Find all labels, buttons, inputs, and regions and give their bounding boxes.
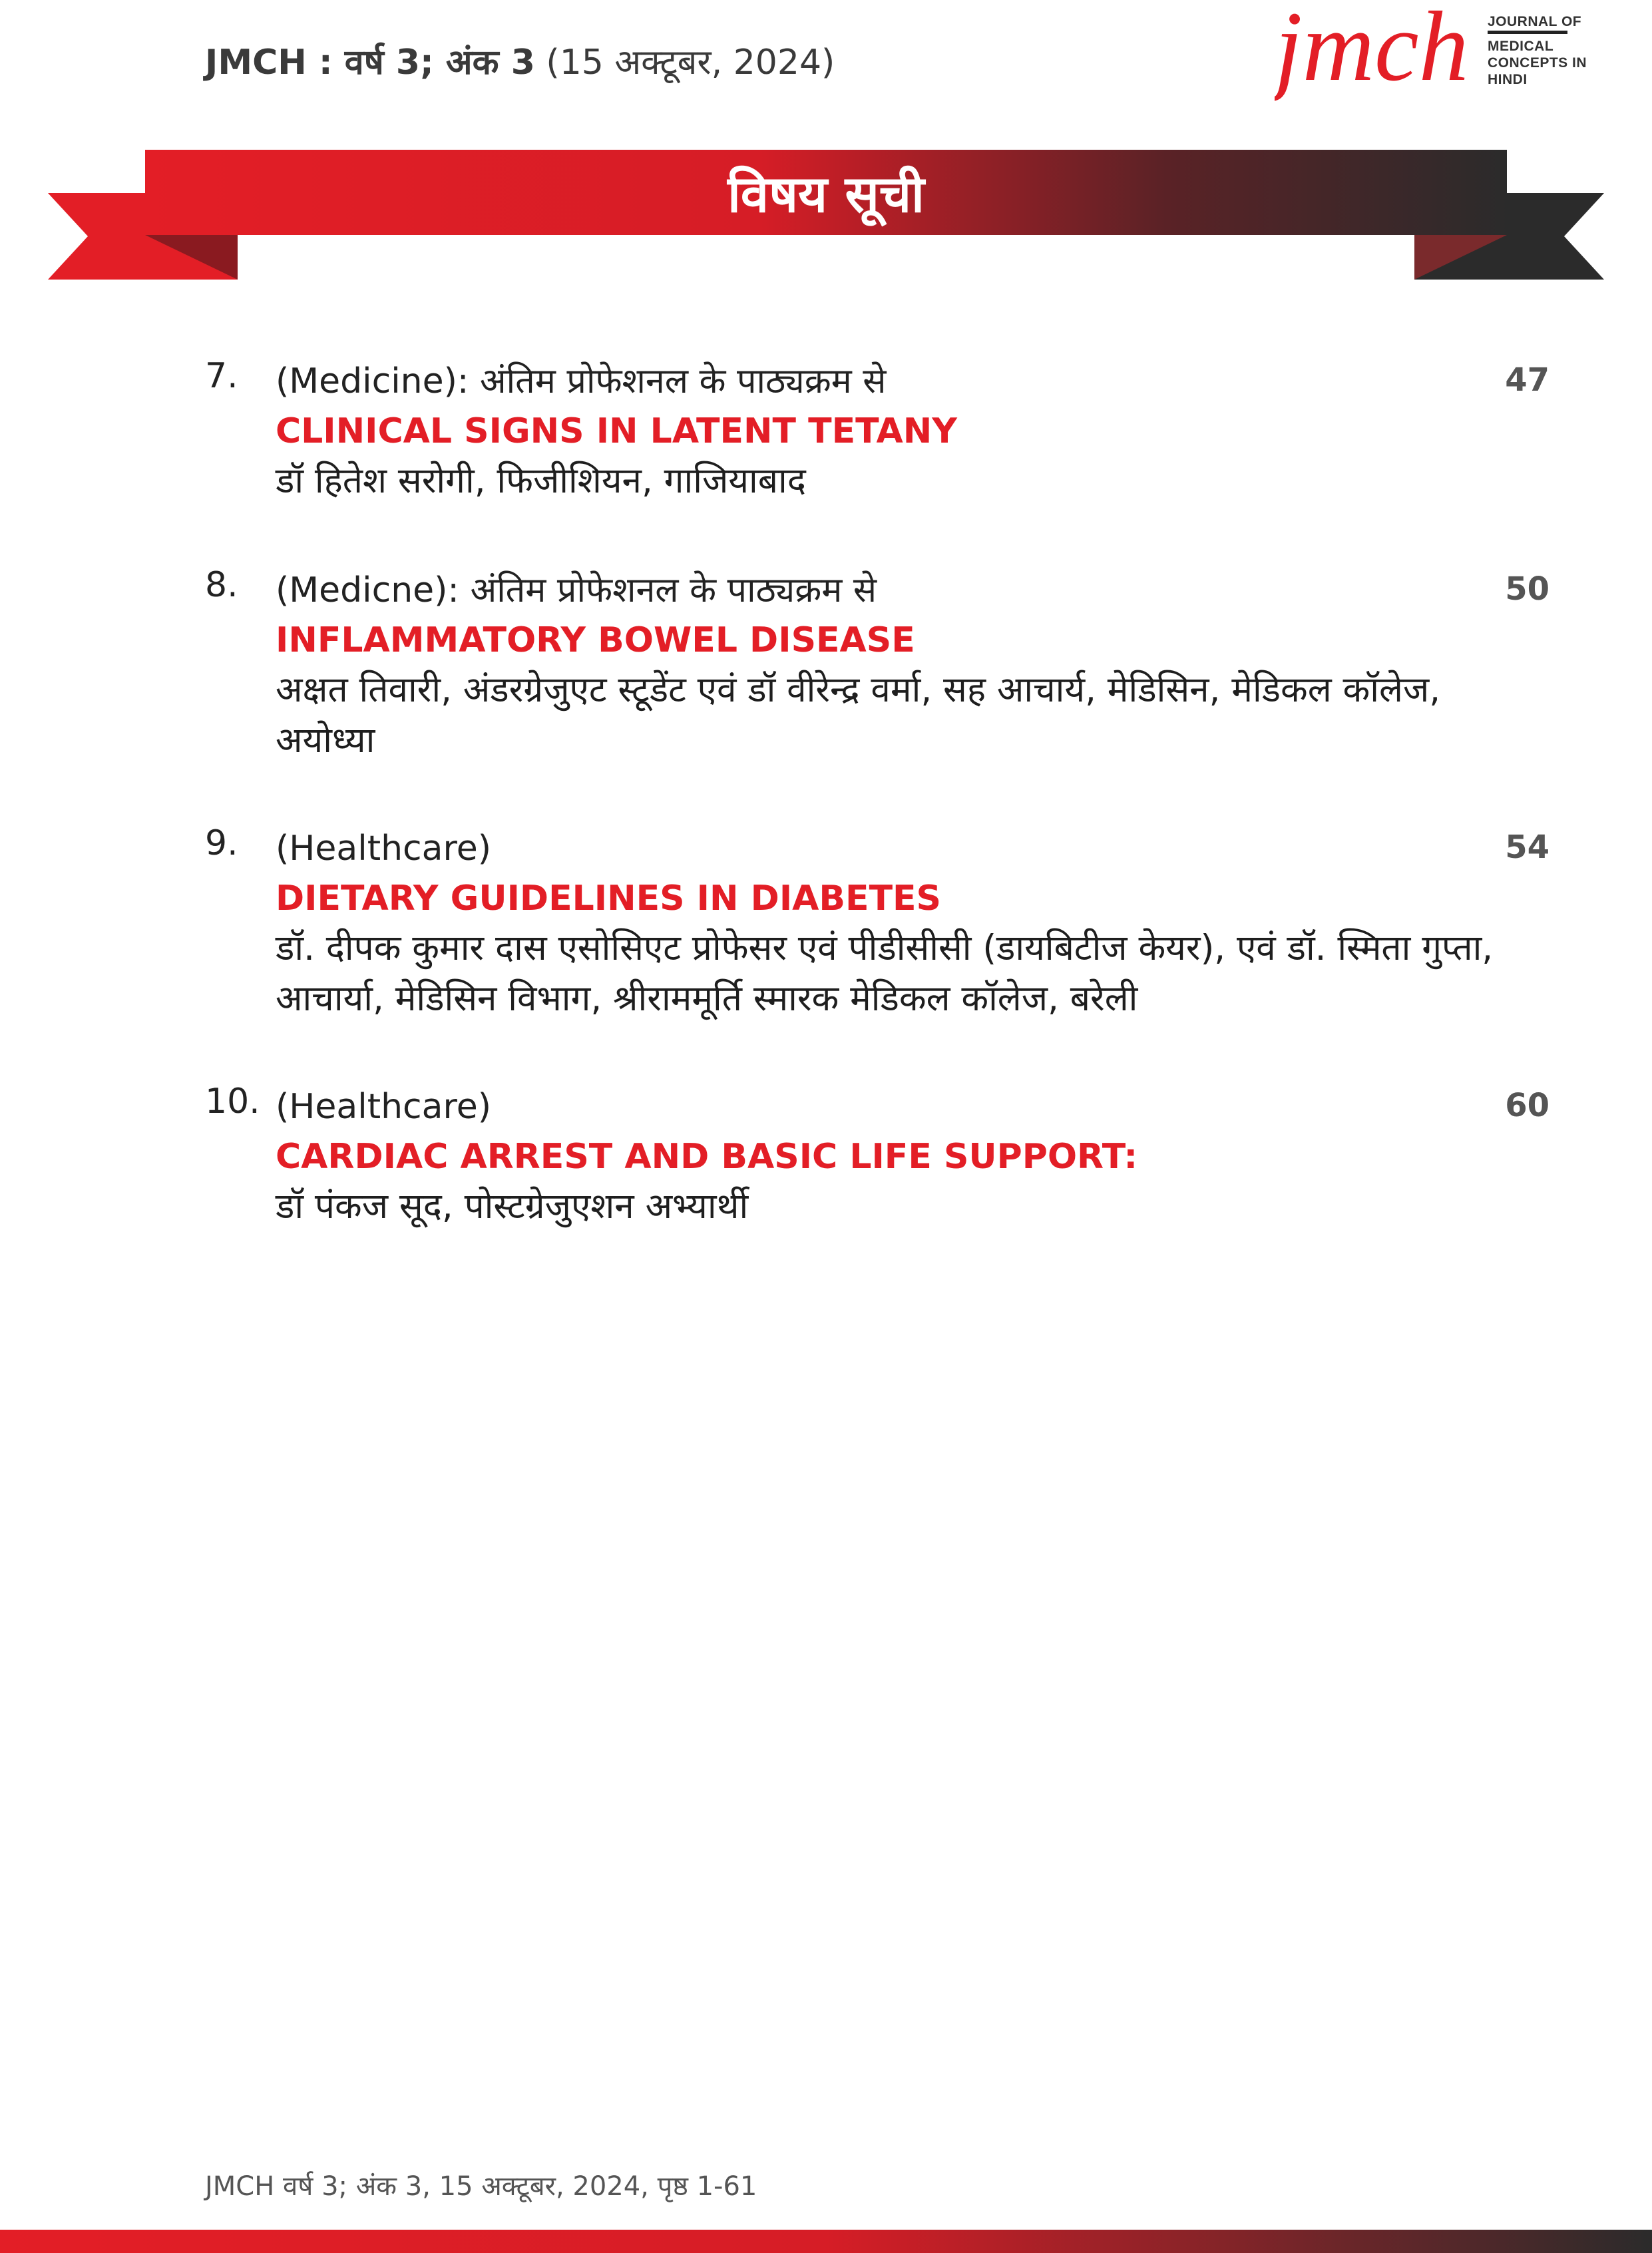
page-footer: JMCH वर्ष 3; अंक 3, 15 अक्टूबर, 2024, पृष्ठ 1-61 [205,2171,757,2202]
logo-line: HINDI [1488,72,1528,87]
entry-number: 9. [205,823,238,863]
logo-line: CONCEPTS IN [1488,55,1587,71]
entry-page-number: 54 [1505,829,1549,866]
running-header [205,37,835,85]
entry-body [276,823,1540,1024]
entry-number: 7. [205,356,238,396]
entry-title[interactable]: INFLAMMATORY BOWEL DISEASE [276,620,915,660]
entry-number: 10. [205,1082,260,1122]
entry-category: (Healthcare) [276,829,492,869]
entry-number: 8. [205,565,238,605]
entry-body [276,356,1540,507]
entry-authors: डॉ. दीपक कुमार दास एसोसिएट प्रोफेसर एवं पीडीसीसी (डायबिटीज केयर), एवं डॉ. स्मिता गुप्ता, आचार्या, मेडिसिन विभाग, श्रीराममूर्ति स्मारक मेडिकल कॉलेज, बरेली [276,928,1494,1019]
entry-page-number: 60 [1505,1087,1549,1124]
logo-line: MEDICAL [1488,39,1554,54]
entry-title[interactable]: DIETARY GUIDELINES IN DIABETES [276,879,942,919]
entry-page-number: 47 [1505,361,1549,399]
entry-body [276,1082,1540,1232]
entry-page-number: 50 [1505,570,1549,608]
journal-issue: JMCH : वर्ष 3; अंक 3 [205,43,535,83]
entry-title[interactable]: CLINICAL SIGNS IN LATENT TETANY [276,411,957,451]
toc-heading: विषय सूची [727,164,925,224]
issue-date: (15 अक्टूबर, 2024) [546,43,835,83]
entry-body [276,565,1540,766]
entry-category: (Medicine): अंतिम प्रोफेशनल के पाठ्यक्रम से [276,361,887,401]
entry-title[interactable]: CARDIAC ARREST AND BASIC LIFE SUPPORT: [276,1137,1138,1177]
logo-tagline [1488,13,1587,88]
entry-category: (Healthcare) [276,1087,492,1127]
entry-authors: डॉ पंकज सूद, पोस्टग्रेजुएशन अभ्यार्थी [276,1186,749,1227]
entry-authors: अक्षत तिवारी, अंडरग्रेजुएट स्टूडेंट एवं डॉ वीरेन्द्र वर्मा, सह आचार्य, मेडिसिन, मेडिकल कॉलेज, अयोध्या [276,670,1441,761]
entry-category: (Medicne): अंतिम प्रोफेशनल के पाठ्यक्रम से [276,570,877,610]
footer-bar [0,2230,1652,2253]
logo-line: JOURNAL OF [1488,14,1582,29]
logo-wordmark: jmch [1275,5,1469,102]
entry-authors: डॉ हितेश सरोगी, फिजीशियन, गाजियाबाद [276,461,806,501]
